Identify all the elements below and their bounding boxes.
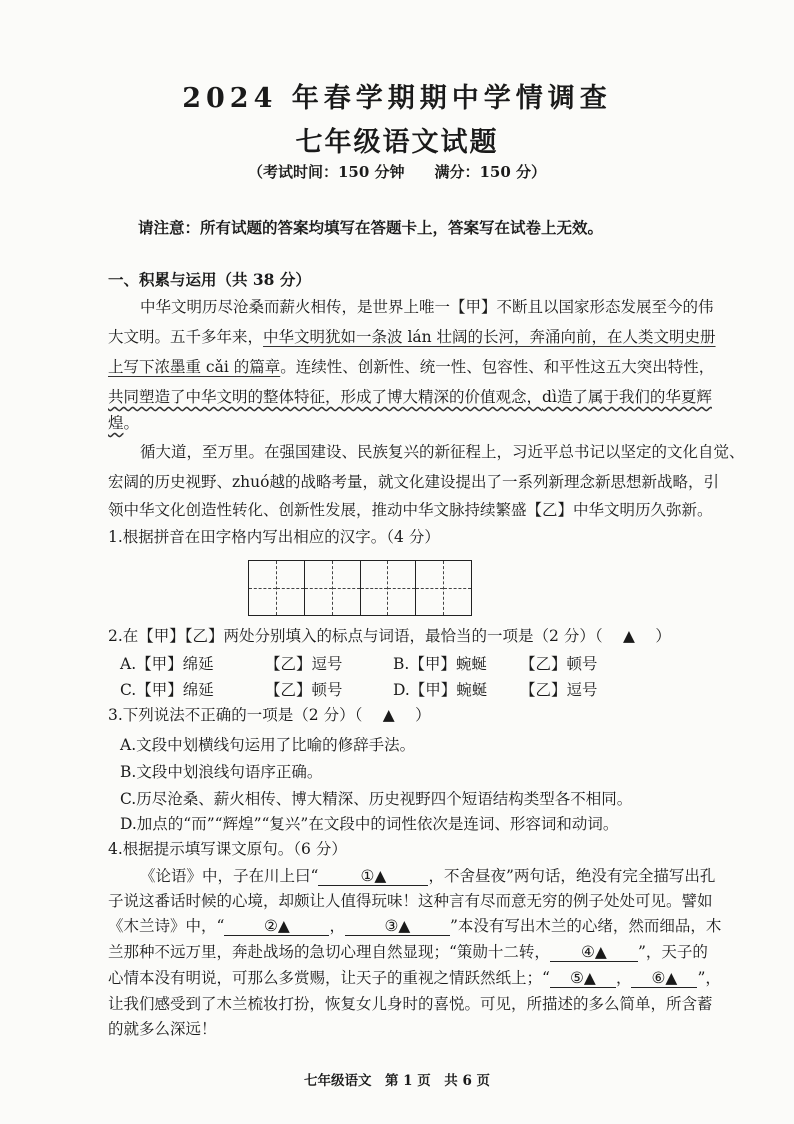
- passage-line: 循大道，至万里。在强国建设、民族复兴的新征程上，习近平总书记以坚定的文化自觉、: [140, 443, 745, 461]
- grid-cell: [444, 561, 471, 615]
- passage-line: 心情本没有明说，可那么多赏赐，让天子的重视之情跃然纸上；“ ⑤▲ ， ⑥▲ ”，: [108, 969, 721, 987]
- passage-line: [108, 355, 748, 377]
- passage-line: 煌。: [108, 414, 140, 432]
- option-d: D.【甲】蜿蜒: [393, 681, 488, 699]
- answer-blank-6[interactable]: ⑥▲: [631, 969, 697, 988]
- passage-line: 兰那种不远万里，奔赴战场的急切心理自然显现；“策勋十二转， ④▲ ”，天子的: [108, 943, 708, 961]
- option-d: D.加点的“而”“辉煌”“复兴”在文段中的词性依次是连词、形容词和动词。: [120, 815, 619, 833]
- passage-text: 。连续性、创新性、统一性、包容性、和平性这五大突出特性，: [280, 358, 715, 376]
- answer-blank-3[interactable]: ③▲: [345, 917, 450, 936]
- option-a: A.【甲】绵延: [120, 655, 214, 673]
- passage-line: [108, 385, 748, 407]
- exam-subject-title: 七年级语文试题: [295, 127, 499, 158]
- option-c-2: 【乙】顿号: [265, 681, 343, 699]
- passage-text: 大文明。五千多年来，: [108, 328, 264, 346]
- grid-cell: [249, 561, 277, 615]
- option-d-2: 【乙】逗号: [520, 681, 598, 699]
- option-c: C.历尽沧桑、薪火相传、博大精深、历史视野四个短语结构类型各不相同。: [120, 790, 633, 808]
- passage-line: 领中华文化创造性转化、创新性发展，推动中华文脉持续繁盛【乙】中华文明历久弥新。: [108, 501, 713, 519]
- option-b-2: 【乙】顿号: [520, 655, 598, 673]
- passage-line: 宏阔的历史视野、zhuó越的战略考量，就文化建设提出了一系列新理念新思想新战略，引: [108, 473, 719, 491]
- tianzige-grid: [248, 560, 472, 616]
- question-4: 4.根据提示填写课文原句。（6 分）: [108, 840, 347, 858]
- wavy-underlined-sentence: dì造了属于我们的华夏辉: [542, 388, 712, 406]
- answer-blank-2[interactable]: ②▲: [224, 917, 329, 936]
- passage-line: 《论语》中，子在川上曰“ ①▲ ，不舍昼夜”两句话，绝没有完全描写出孔: [140, 867, 716, 885]
- passage-line: 子说这番话时候的心境，却颇让人值得玩味！这种言有尽而意无穷的例子处处可见。譬如: [108, 892, 713, 910]
- wavy-underlined-sentence: 煌: [108, 414, 124, 432]
- question-2: 2.在【甲】【乙】两处分别填入的标点与词语，最恰当的一项是（2 分）（ ▲ ）: [108, 627, 671, 645]
- underlined-sentence: 中华文明犹如一条波 lán 壮阔的长河，奔涌向前，在人类文明史册: [263, 328, 716, 346]
- passage-line: [108, 325, 748, 347]
- underlined-sentence: 上写下浓墨重 cǎi 的篇章: [108, 358, 281, 376]
- passage-line: 《木兰诗》中，“ ②▲ ， ③▲ ”本没有写出木兰的心绪，然而细品，木: [108, 917, 722, 935]
- option-a-2: 【乙】逗号: [265, 655, 343, 673]
- question-3: 3.下列说法不正确的一项是（2 分）（ ▲ ）: [108, 706, 431, 724]
- passage-line: 的就多么深远！: [108, 1020, 217, 1038]
- page-footer: 七年级语文 第 1 页 共 6 页: [303, 1073, 491, 1089]
- grid-cell: [361, 561, 389, 615]
- option-b: B.文段中划浪线句语序正确。: [120, 763, 323, 781]
- answer-blank-5[interactable]: ⑤▲: [550, 969, 616, 988]
- option-b: B.【甲】蜿蜒: [393, 655, 487, 673]
- question-1: 1.根据拼音在田字格内写出相应的汉字。（4 分）: [108, 528, 440, 546]
- option-c: C.【甲】绵延: [120, 681, 214, 699]
- exam-title: 2024 年春学期期中学情调查: [182, 83, 612, 114]
- grid-cell: [388, 561, 416, 615]
- answer-blank-4[interactable]: ④▲: [550, 943, 638, 962]
- grid-cell: [416, 561, 444, 615]
- option-a: A.文段中划横线句运用了比喻的修辞手法。: [120, 736, 416, 754]
- answer-blank-1[interactable]: ①▲: [318, 867, 428, 886]
- grid-cell: [333, 561, 361, 615]
- passage-line: 让我们感受到了木兰梳妆打扮，恢复女儿身时的喜悦。可见，所描述的多么简单，所含蓄: [108, 995, 713, 1013]
- exam-info: （考试时间：150 分钟 满分：150 分）: [247, 163, 547, 181]
- passage-line: 中华文明历尽沧桑而薪火相传，是世界上唯一【甲】不断且以国家形态发展至今的伟: [140, 298, 714, 316]
- wavy-underlined-sentence: 共同塑造了中华文明的整体特征，形成了博大精深的价值观念，: [108, 388, 543, 406]
- notice-text: 请注意：所有试题的答案均填写在答题卡上，答案写在试卷上无效。: [138, 218, 604, 237]
- grid-cell: [305, 561, 333, 615]
- grid-cell: [277, 561, 305, 615]
- section-heading: 一、积累与运用（共 38 分）: [108, 270, 311, 289]
